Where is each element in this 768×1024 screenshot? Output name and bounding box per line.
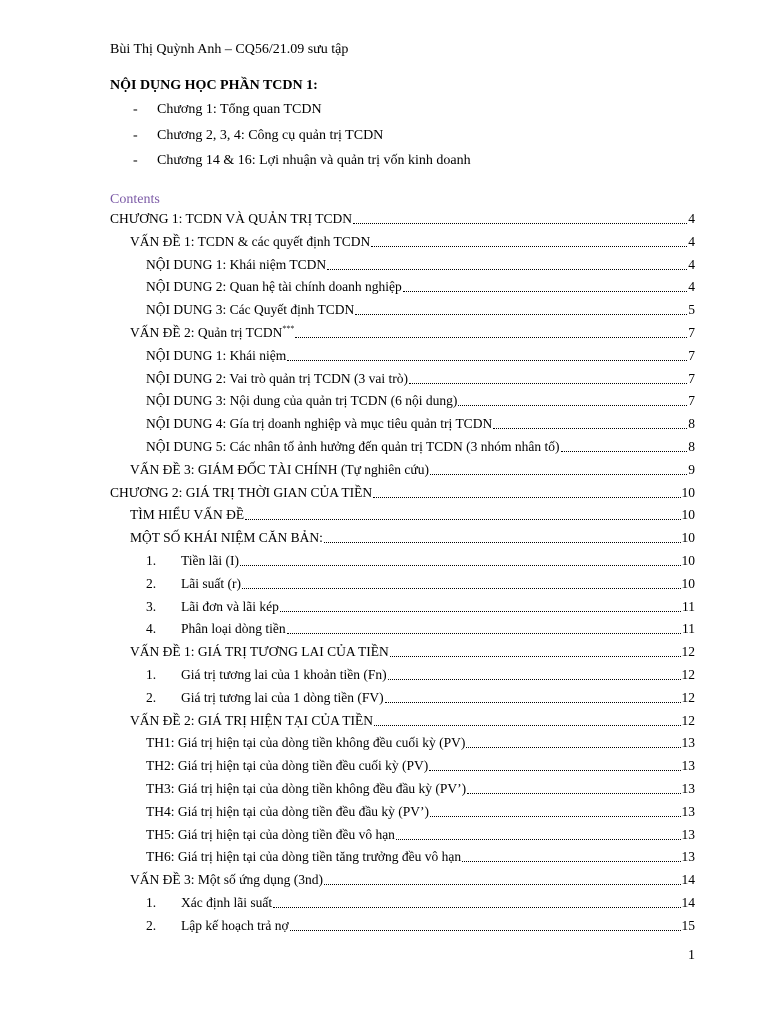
toc-entry-title: NỘI DUNG 2: Vai trò quản trị TCDN (3 vai trò) [146,370,408,386]
toc-entry-title: Lập kế hoạch trả nợ [181,917,289,933]
toc-entry[interactable] [146,256,695,274]
toc-leader-dots [280,611,681,612]
toc-entry-title: NỘI DUNG 5: Các nhân tố ảnh hưởng đến quản trị TCDN (3 nhóm nhân tố) [146,439,560,454]
toc-entry-page: 4 [688,211,695,226]
toc-leader-dots [242,588,681,589]
toc-entry-title: Tiền lãi (I) [181,553,239,568]
toc-entry[interactable] [130,712,695,730]
toc-entry-title: VẤN ĐỀ 3: GIÁM ĐỐC TÀI CHÍNH (Tự nghiên cứu) [130,461,429,477]
toc-leader-dots [287,360,687,361]
toc-leader-dots [374,725,681,726]
toc-leader-dots [396,839,681,840]
contents-title: Contents [110,192,160,207]
toc-entry-page: 13 [681,758,695,774]
toc-entry[interactable] [146,620,695,638]
toc-entry-title: TH5: Giá trị hiện tại của dòng tiền đều vô hạn [146,826,395,842]
toc-entry-number: 2. [146,689,157,705]
toc-entry[interactable] [146,803,695,821]
toc-entry-title: Lãi suất (r) [181,575,241,591]
toc-leader-dots [388,679,681,680]
toc-entry-page: 4 [688,279,695,295]
toc-entry[interactable] [146,438,695,456]
toc-leader-dots [430,474,687,475]
toc-entry-page: 13 [681,849,695,865]
toc-leader-dots [390,656,681,657]
toc-entry-superscript: *** [282,324,295,333]
course-heading: NỘI DỤNG HỌC PHẦN TCDN 1: [110,78,318,93]
toc-entry-title: Phân loại dòng tiền [181,621,286,637]
list-item: - Chương 1: Tổng quan TCDN [133,102,322,117]
toc-entry[interactable] [146,848,695,866]
toc-entry-page: 12 [681,689,695,705]
toc-leader-dots [295,337,687,338]
toc-entry[interactable] [146,757,695,775]
toc-entry-title: VẤN ĐỀ 3: Một số ứng dụng (3nd) [130,872,323,888]
toc-leader-dots [327,269,687,270]
toc-entry-title: CHƯƠNG 1: TCDN VÀ QUẢN TRỊ TCDN [110,211,352,226]
toc-leader-dots [273,907,680,908]
toc-entry-page: 10 [681,507,695,523]
toc-entry[interactable] [146,598,695,616]
list-item: - Chương 14 & 16: Lợi nhuận và quản trị vốn kinh doanh [133,153,471,168]
toc-entry-page: 10 [681,484,695,500]
toc-entry[interactable] [146,415,695,433]
toc-entry-title: NỘI DUNG 4: Gía trị doanh nghiệp và mục tiêu quản trị TCDN [146,416,493,432]
toc-entry-page: 5 [688,302,695,318]
toc-entry-title: VẤN ĐỀ 2: Quản trị TCDN*** [130,324,295,340]
toc-entry[interactable] [130,643,695,661]
toc-entry-title: CHƯƠNG 2: GIÁ TRỊ THỜI GIAN CỦA TIỀN [110,484,373,500]
toc-entry-title: NỘI DUNG 2: Quan hệ tài chính doanh nghiệp [146,279,402,295]
toc-entry-page: 9 [688,461,695,477]
toc-entry-page: 10 [681,530,695,546]
page-header: Bùi Thị Quỳnh Anh – CQ56/21.09 sưu tập [110,42,349,57]
toc-entry-title: VẤN ĐỀ 2: GIÁ TRỊ HIỆN TẠI CỦA TIỀN [130,712,373,728]
toc-entry-number: 2. [146,917,157,933]
toc-entry[interactable] [146,347,695,365]
toc-entry-page: 7 [688,347,695,363]
toc-entry-title: NỘI DUNG 3: Nội dung của quản trị TCDN (6 nội dung) [146,393,458,409]
toc-entry[interactable] [146,278,695,296]
toc-leader-dots [324,884,681,885]
toc-entry-page: 10 [681,553,695,568]
toc-entry-number: 3. [146,598,157,614]
toc-leader-dots [287,633,681,634]
toc-leader-dots [409,383,687,384]
toc-entry-number: 1. [146,553,157,568]
toc-leader-dots [324,542,681,543]
toc-entry-page: 10 [681,575,695,591]
toc-entry-title: TH4: Giá trị hiện tại của dòng tiền đều đầu kỳ (PV’) [146,803,430,819]
toc-leader-dots [240,565,681,566]
toc-entry[interactable] [110,484,695,502]
toc-leader-dots [462,861,680,862]
toc-entry-page: 7 [688,393,695,409]
toc-entry[interactable] [110,210,695,228]
toc-entry-title: NỘI DUNG 1: Khái niệm [146,347,287,363]
toc-entry-title: TH1: Giá trị hiện tại của dòng tiền không đều cuối kỳ (PV) [146,735,466,751]
toc-entry-title: Xác định lãi suất [181,895,273,910]
list-item: - Chương 2, 3, 4: Công cụ quản trị TCDN [133,127,384,143]
toc-entry-title: TH3: Giá trị hiện tại của dòng tiền không đều đầu kỳ (PV’) [146,781,467,796]
toc-leader-dots [353,223,687,224]
toc-entry-title: Giá trị tương lai của 1 khoản tiền (Fn) [181,667,387,682]
toc-entry-number: 2. [146,575,157,591]
toc-leader-dots [467,793,680,794]
toc-entry[interactable] [130,324,695,342]
toc-entry-title: NỘI DUNG 3: Các Quyết định TCDN [146,302,355,318]
toc-entry-page: 7 [688,325,695,340]
toc-entry[interactable] [146,826,695,844]
toc-leader-dots [290,930,681,931]
toc-leader-dots [373,497,680,498]
toc-entry[interactable] [146,370,695,388]
toc-entry-number: 1. [146,895,157,910]
toc-entry-page: 15 [681,917,695,933]
toc-entry[interactable] [130,529,695,547]
toc-leader-dots [403,291,688,292]
toc-entry[interactable] [130,871,695,889]
toc-leader-dots [355,314,687,315]
toc-entry-title: MỘT SỐ KHÁI NIỆM CĂN BẢN: [130,530,323,546]
toc-entry-page: 13 [681,826,695,842]
toc-entry-number: 4. [146,621,157,637]
toc-entry-number: 1. [146,667,157,682]
toc-entry[interactable] [146,689,695,707]
toc-entry-page: 4 [688,256,695,272]
page-number: 1 [688,948,695,963]
toc-leader-dots [245,519,680,520]
toc-entry-page: 7 [688,370,695,386]
toc-leader-dots [430,816,680,817]
toc-entry-title: NỘI DUNG 1: Khái niệm TCDN [146,256,327,272]
toc-entry-title: VẤN ĐỀ 1: TCDN & các quyết định TCDN [130,233,371,249]
toc-entry[interactable] [146,917,695,935]
toc-entry-title: TH6: Giá trị hiện tại của dòng tiền tăng trưởng đều vô hạn [146,849,462,865]
toc-entry[interactable] [146,552,695,570]
toc-entry-page: 14 [681,872,695,888]
toc-entry-title: VẤN ĐỀ 1: GIÁ TRỊ TƯƠNG LAI CỦA TIỀN [130,644,389,660]
toc-entry-page: 12 [681,667,695,682]
toc-leader-dots [385,702,681,703]
toc-leader-dots [466,747,680,748]
toc-entry-page: 13 [681,735,695,751]
toc-leader-dots [371,246,687,247]
toc-entry-title: TH2: Giá trị hiện tại của dòng tiền đều cuối kỳ (PV) [146,758,429,774]
toc-leader-dots [493,428,687,429]
toc-entry-page: 11 [682,598,695,614]
toc-entry-title: Giá trị tương lai của 1 dòng tiền (FV) [181,689,384,705]
toc-entry-page: 14 [681,895,695,910]
chapter-list [133,101,471,178]
toc-entry[interactable] [146,734,695,752]
toc-entry-page: 4 [688,233,695,249]
toc-entry-page: 8 [688,439,695,454]
toc-entry-page: 8 [688,416,695,432]
toc-entry[interactable] [130,506,695,524]
toc-entry[interactable] [130,461,695,479]
toc-entry-page: 12 [681,712,695,728]
toc-entry[interactable] [130,233,695,251]
toc-entry[interactable] [146,666,695,684]
toc-entry[interactable] [146,894,695,912]
toc-leader-dots [458,405,687,406]
toc-entry[interactable] [146,301,695,319]
toc-entry[interactable] [146,575,695,593]
toc-entry-title: TÌM HIỂU VẤN ĐỀ [130,507,245,523]
toc-leader-dots [561,451,688,452]
toc-entry-title: Lãi đơn và lãi kép [181,598,279,614]
toc-entry-page: 13 [681,803,695,819]
toc-entry-page: 12 [681,644,695,660]
toc-entry[interactable] [146,392,695,410]
toc-entry[interactable] [146,780,695,798]
toc-leader-dots [429,770,680,771]
toc-entry-page: 11 [682,621,695,637]
toc-entry-page: 13 [681,781,695,796]
